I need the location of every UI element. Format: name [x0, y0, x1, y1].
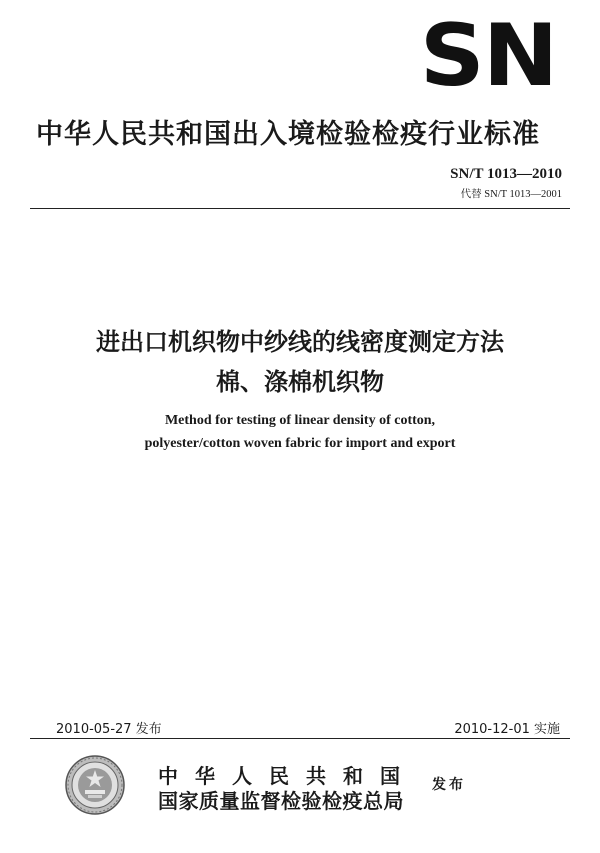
- document-title-en-line2: polyester/cotton woven fabric for import and export: [144, 436, 456, 451]
- publish-label: 发布: [432, 777, 466, 793]
- standard-number: SN/T 1013—2010: [450, 166, 562, 182]
- authority-line1: 中华人民共和国: [158, 764, 417, 788]
- document-title-en-line1: Method for testing of linear density of cotton,: [164, 413, 436, 428]
- bottom-divider: [30, 738, 570, 739]
- national-emblem-seal-icon: [64, 754, 126, 816]
- implementation-date: 2010-12-01 实施: [454, 722, 560, 737]
- authority-line2: 国家质量监督检验检疫总局: [158, 789, 404, 813]
- issue-date: 2010-05-27 发布: [56, 722, 162, 737]
- top-divider: [30, 208, 570, 209]
- document-title-cn-line2: 棉、涤棉机织物: [216, 368, 384, 396]
- standard-replaces: 代替 SN/T 1013—2001: [460, 189, 562, 200]
- issuer-title: 中华人民共和国出入境检验检疫行业标准: [36, 119, 540, 150]
- document-title-cn-line1: 进出口机织物中纱线的线密度测定方法: [96, 328, 504, 356]
- sn-logo: SN: [419, 6, 557, 106]
